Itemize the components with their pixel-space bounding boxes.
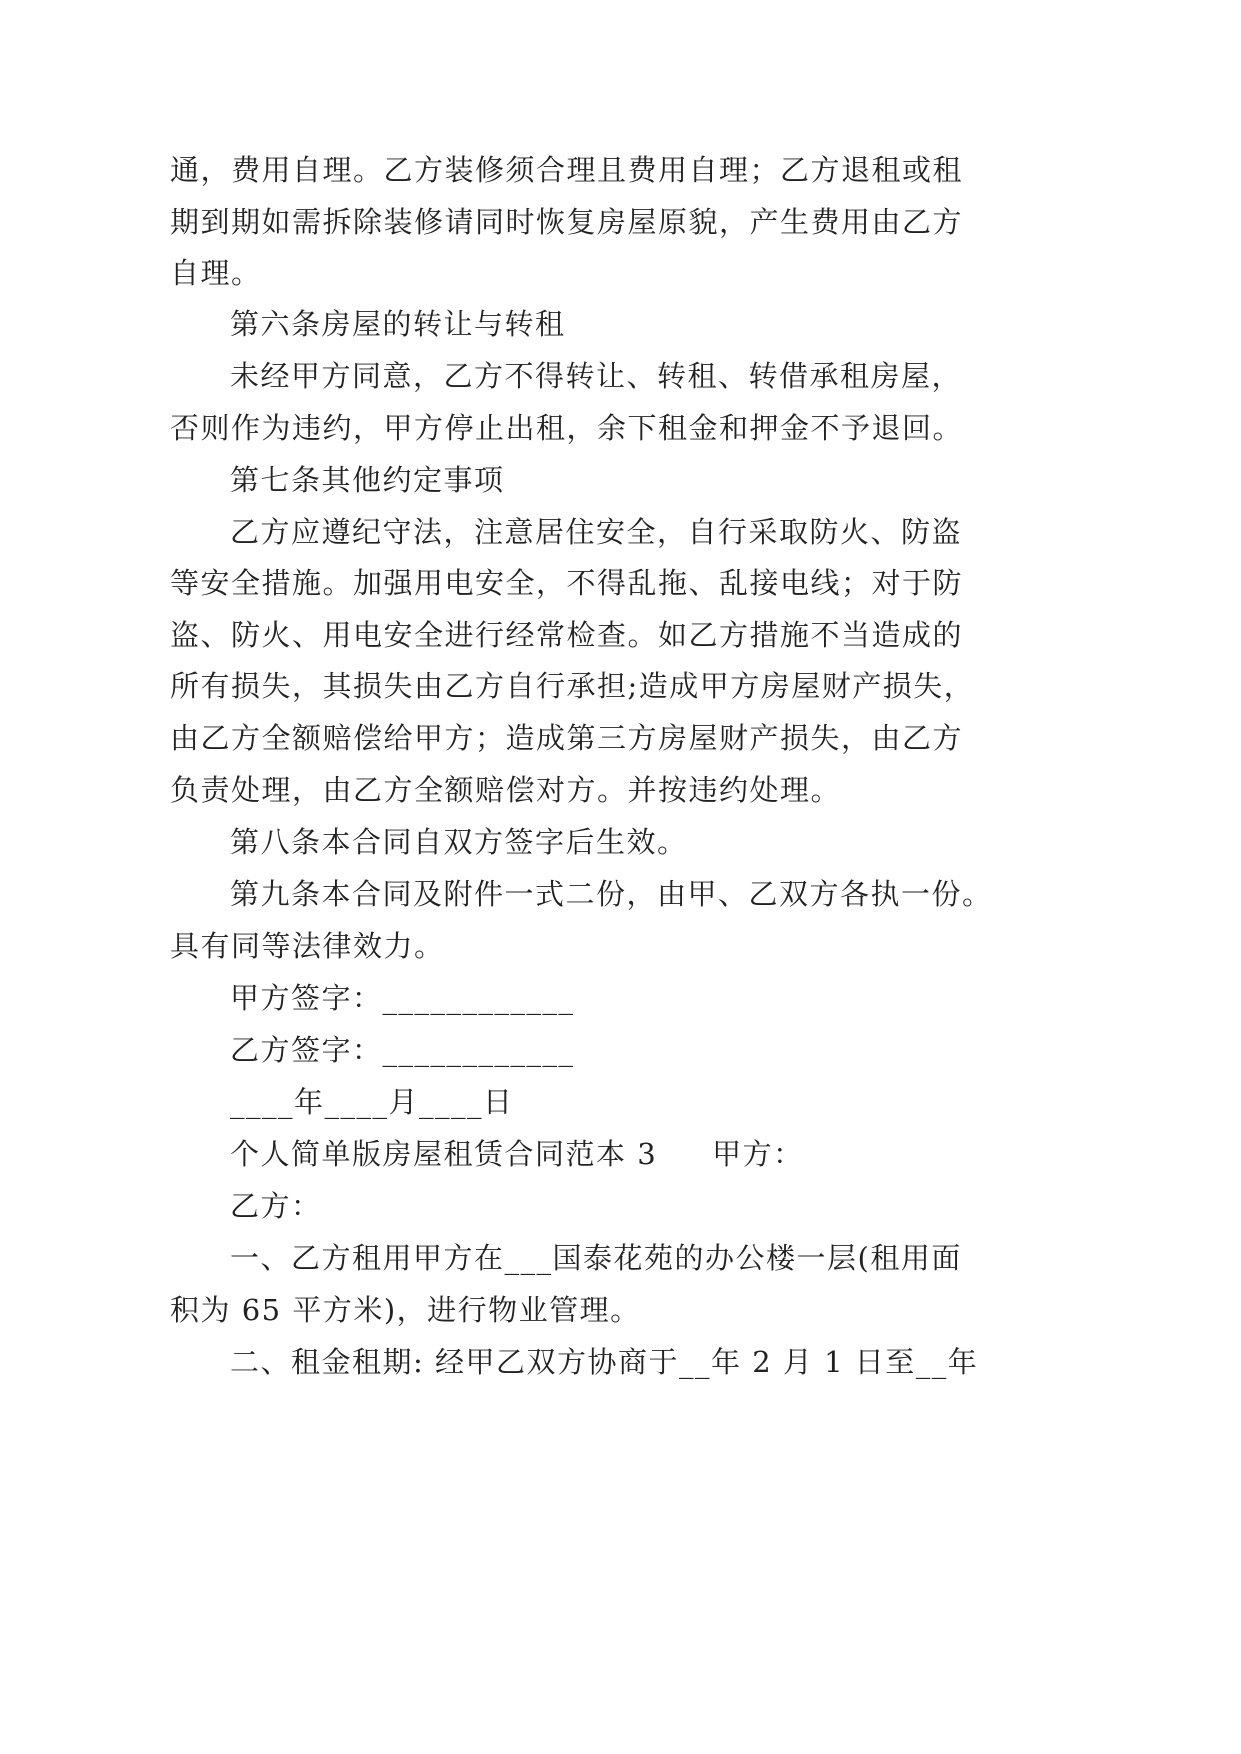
section-heading: 第八条本合同自双方签字后生效。: [230, 825, 688, 859]
body-text-line: 期到期如需拆除装修请同时恢复房屋原貌，产生费用由乙方: [170, 205, 964, 239]
section-heading: 第六条房屋的转让与转租: [230, 307, 566, 341]
section-heading: 第九条本合同及附件一式二份，由甲、乙双方各执一份。: [230, 877, 993, 911]
contract-title-row: [230, 1134, 804, 1174]
body-text-line: 负责处理，由乙方全额赔偿对方。并按违约处理。: [170, 773, 842, 807]
body-text-line: 自理。: [170, 256, 262, 290]
party-b-label: 乙方：: [230, 1189, 322, 1223]
party-b-signature-line: 乙方签字：____________: [230, 1033, 575, 1067]
body-text-line: 积为 65 平方米)，进行物业管理。: [170, 1293, 641, 1327]
body-text-line: 等安全措施。加强用电安全，不得乱拖、乱接电线；对于防: [170, 566, 964, 600]
contract-title: 个人简单版房屋租赁合同范本 3: [230, 1137, 658, 1171]
body-text-line: 未经甲方同意，乙方不得转让、转租、转借承租房屋，: [230, 359, 963, 393]
section-heading: 第七条其他约定事项: [230, 463, 505, 497]
date-line: ____年____月____日: [230, 1085, 514, 1119]
body-text-line: 二、租金租期: 经甲乙双方协商于__年 2 月 1 日至__年: [230, 1345, 979, 1379]
body-text-line: 否则作为违约，甲方停止出租，余下租金和押金不予退回。: [170, 411, 964, 445]
party-a-label: 甲方：: [712, 1137, 804, 1171]
body-text-line: 所有损失，其损失由乙方自行承担;造成甲方房屋财产损失，: [170, 669, 975, 703]
body-text-line: 一、乙方租用甲方在___国泰花苑的办公楼一层(租用面: [230, 1241, 962, 1275]
party-a-signature-line: 甲方签字：____________: [230, 981, 575, 1015]
body-text-line: 盗、防火、用电安全进行经常检查。如乙方措施不当造成的: [170, 618, 964, 652]
body-text-line: 乙方应遵纪守法，注意居住安全，自行采取防火、防盗: [230, 515, 963, 549]
body-text-line: 具有同等法律效力。: [170, 929, 445, 963]
body-text-line: 由乙方全额赔偿给甲方；造成第三方房屋财产损失，由乙方: [170, 721, 964, 755]
body-text-line: 通，费用自理。乙方装修须合理且费用自理；乙方退租或租: [170, 153, 964, 187]
